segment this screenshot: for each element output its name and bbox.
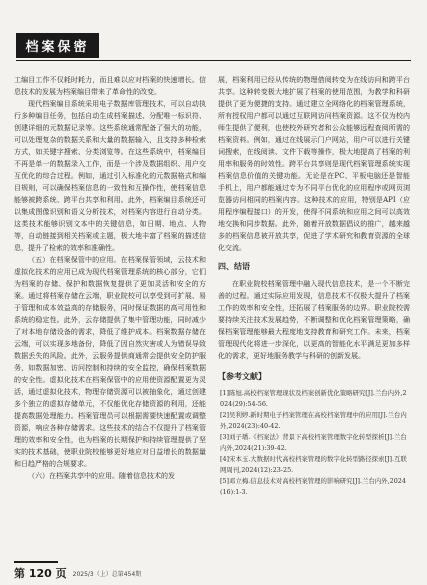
conclusion-heading: 四、结语 (218, 262, 250, 271)
reference-item: [1]陈旭.高校档案管理现状及档案创新优化策略研究[J].兰台内外,2024(29):54-56. (220, 389, 407, 408)
paragraph: 展，档案利用已经从传统的物理借阅转变为在线访问和跨平台共享。这种转变极大地扩展了档案的使用范围，为教学和科研提供了更为便捷的支持。通过建立全网络化的档案管理系统，所有授权用户都可以通过互联网访问档案资源。这不仅为校内师生提供了便利，也使校外研究者和公众能够远程查阅所需的档案资料。例如，通过在线展示门户网站，用户可以进行关键词搜索，在线阅读、文件下载等操作，极大地提高了档案的利用率和服务的时效性。跨平台共享则是现代档案管理系统实现档案信息价值的关键功能。无论是在PC、平板电脑还是智能手机上，用户都能通过专为不同平台优化的应用程序或网页浏览器访问相同的档案内容。这种技术的应用，特别是API（应用程序编程接口）的开发，使得不同系统和应用之间可以高效地交换和同步数据。此外，随着开放数据倡议的推广，越来越多的档案信息被开放共享，促进了学术研究和教育资源的全球化交流。 (218, 76, 410, 252)
page-footer (14, 566, 414, 580)
section-tag: 档案保密 (16, 33, 99, 58)
left-column (14, 74, 206, 554)
paragraph: （六）在档案共享中的应用。随着信息技术的发 (28, 472, 175, 480)
reference-item: [3]刘子璠.《档案法》背景下高校档案管理数字化转型探析[J].兰台内外,2024(21):39-42. (220, 433, 407, 452)
reference-item: [5]邓立梅.信息技术对高校档案管理的影响研究[J].兰台内外,2024(16):1-3. (220, 477, 406, 496)
references-list (218, 388, 410, 498)
header-rule (16, 60, 411, 61)
paragraph: 在职业院校档案管理中融入现代信息技术，是一个不断完善的过程。通过实际应用发现，信息技术不仅极大提升了档案工作的效率和安全性，还拓展了档案服务的边界。职业院校需要持续关注技术发展趋势，不断调整和优化档案管理策略，确保档案管理能够最大程度地支持教育和研究工作。未来，档案管理现代化将进一步深化，以更高的智能化水平满足更加多样化的需求，更好地服务教学与科研的创新发展。 (218, 280, 410, 360)
reference-item: [4]宋本玉.大数据时代高校档案管理的数字化转型路径探索[J].互联网周刊,2024(12):23-25. (220, 455, 407, 474)
footer-bar (14, 561, 58, 563)
reference-item: [2]吴利婷.新时期电子档案管理在高校档案管理中的应用[J].兰台内外,2024(23):40-42. (220, 411, 407, 430)
paragraph: 工编目工作不仅耗时耗力，而且难以应对档案的快速增长。信息技术的发展为档案编目带来了革命性的改变。 (14, 76, 206, 96)
right-column (218, 74, 410, 554)
paragraph: 现代档案编目系统采用电子数据库管理技术，可以自动执行多种编目任务，包括自动生成档案描述、分配唯一标识符、创建详细的元数据记录等。这些系统通常配备了强大的功能，可以处理复杂的数据关系和大量的数据输入，且支持多种检索方式，如关键字搜索、分类浏览等。在这些系统中，档案编目不再是单一的数据录入工作，而是一个涉及数据组织、用户交互优化的综合过程。例如，通过引入标准化的元数据格式和编目规则，可以确保档案信息的一致性和互操作性，使档案信息能够被跨系统、跨平台共享和利用。此外，档案编目系统还可以集成图像识别和语义分析技术，对档案内容进行自动分类。这类技术能够识别文本中的关键信息，如日期、地点、人物等，自动链接到相关档案或主题，极大地丰富了档案的描述信息，提升了检索的效率和准确性。 (14, 100, 206, 252)
references-heading: 【参考文献】 (218, 372, 266, 381)
right-body (218, 74, 410, 254)
page-number: 第 120 页 (14, 567, 67, 580)
paragraph: （五）在档案保管中的应用。在档案保管领域，云技术和虚拟化技术的应用已成为现代档案管理系统的核心部分，它们为档案的存储、保护和数据恢复提供了更加灵活和安全的方案。通过将档案存储在云端，职业院校可以享受到可扩展、易于管理和成本效益高的存储服务，同时保证数据的高可用性和系统的稳定性。此外，云存储提供了集中管理功能，同时减少了对本地存储设备的需求，降低了维护成本。档案数据存储在云端，可以实现多地备份，降低了因自然灾害或人为错误导致数据丢失的风险。此外，云服务提供商通常会提供安全防护服务，如数据加密、访问控制和持续的安全监控，确保档案数据的安全性。虚拟化技术在档案保管中的应用使资源配置更为灵活，通过虚拟化技术，物理存储资源可以被抽象化，通过创建多个独立的虚拟存储单元，不仅能优化存储资源的利用，还能提高数据处理能力。档案管理员可以根据需要快速配置或调整资源，响应各种存储需求。这些技术的结合不仅提升了档案管理的效率和安全性，也为档案的长期保护和持续管理提供了坚实的技术基础，使职业院校能够更好地应对日益增长的数据量和日趋严格的合规要求。 (14, 256, 206, 468)
conclusion-body (218, 278, 410, 362)
issue-info: 2025/3（上）总第454期 (72, 570, 142, 578)
